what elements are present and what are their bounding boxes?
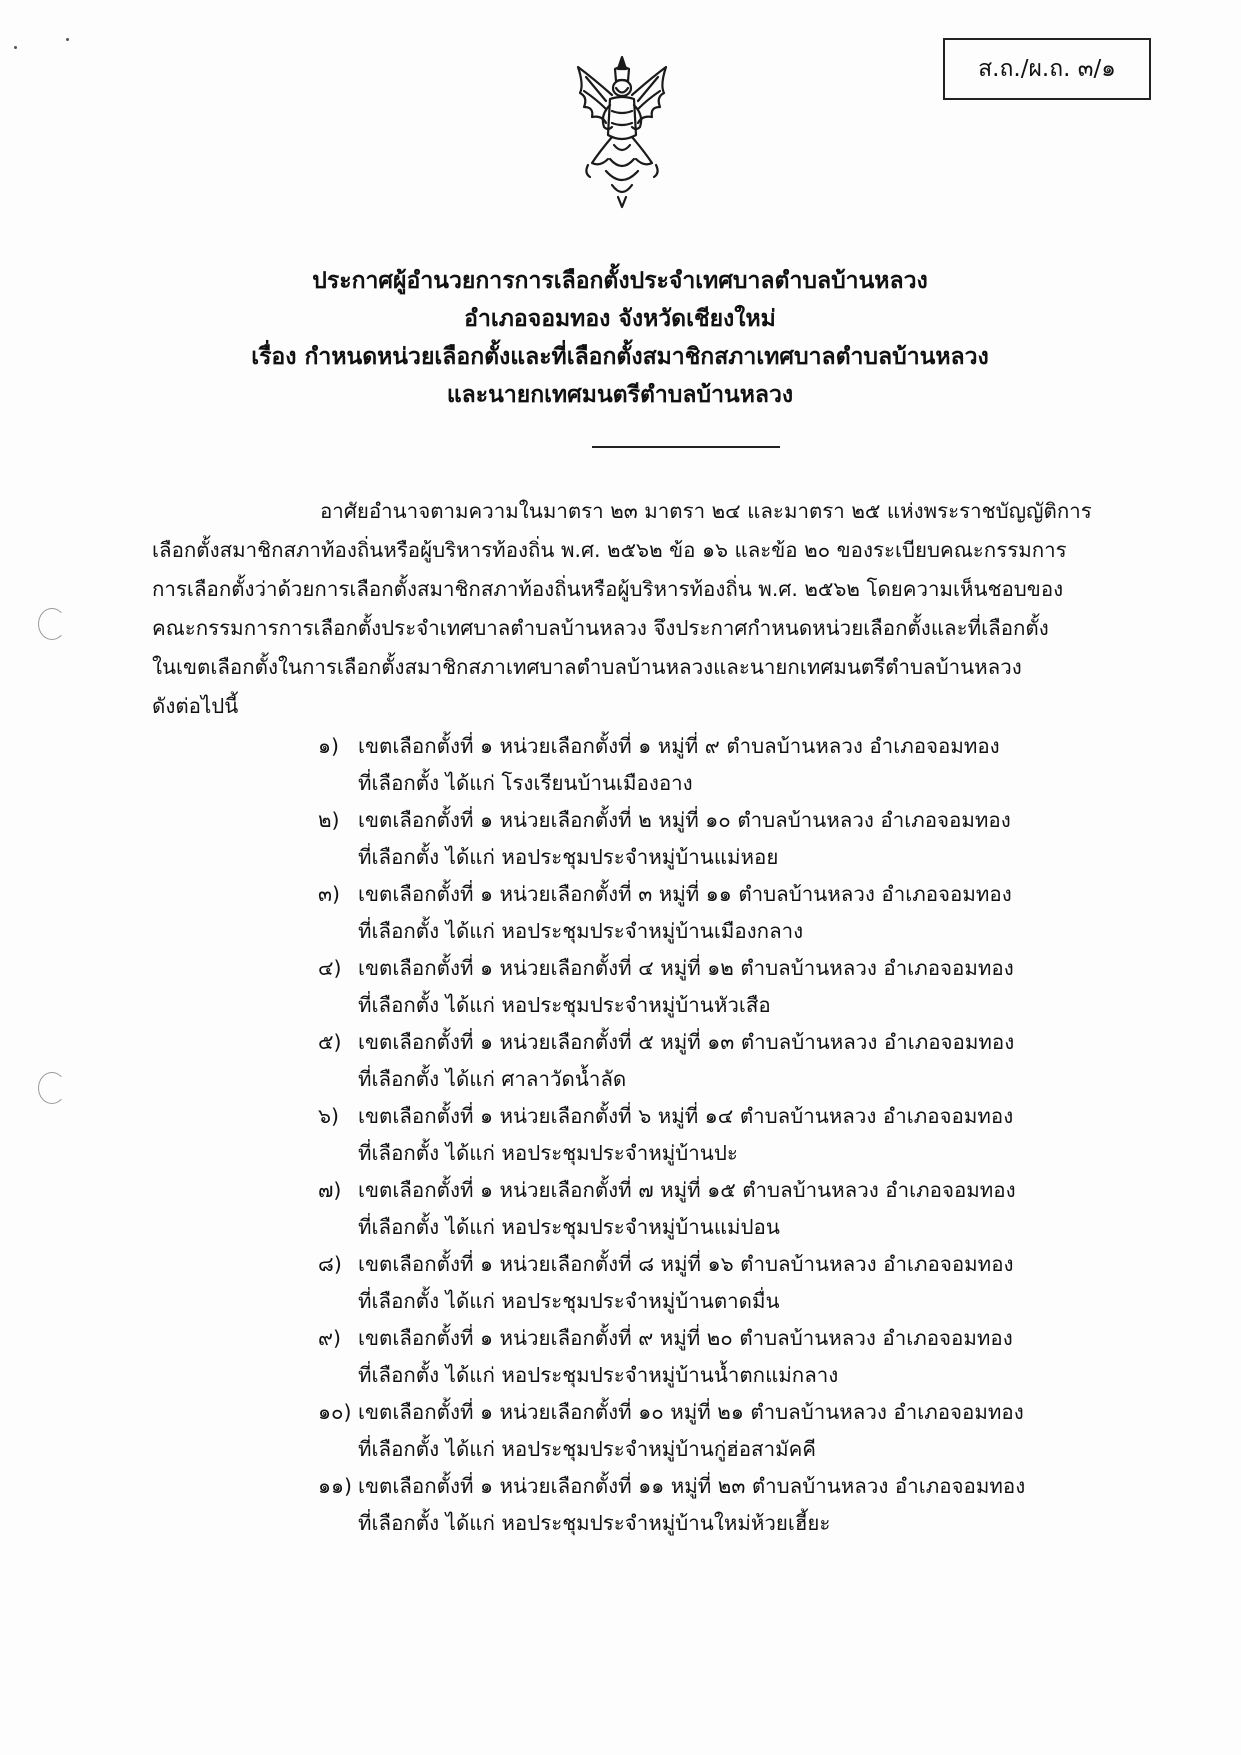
paragraph-line: เลือกตั้งสมาชิกสภาท้องถิ่นหรือผู้บริหารท้องถิ่น พ.ศ. ๒๕๖๒ ข้อ ๑๖ และข้อ ๒๐ ของระเบียบคณะกรรมการ (152, 538, 1067, 562)
garuda-emblem-icon (570, 55, 675, 210)
list-item (318, 1246, 1138, 1320)
heading-line: เรื่อง กำหนดหน่วยเลือกตั้งและที่เลือกตั้งสมาชิกสภาเทศบาลตำบลบ้านหลวง (251, 344, 989, 370)
list-item (318, 1320, 1138, 1394)
item-number: ๑๐) (318, 1400, 352, 1424)
item-unit: เขตเลือกตั้งที่ ๑ หน่วยเลือกตั้งที่ ๒ หมู่ที่ ๑๐ ตำบลบ้านหลวง อำเภอจอมทอง (358, 808, 1011, 832)
list-item (318, 728, 1138, 802)
item-location: ที่เลือกตั้ง ได้แก่ ศาลาวัดน้ำลัด (358, 1067, 627, 1091)
item-number: ๓) (318, 882, 341, 906)
item-unit: เขตเลือกตั้งที่ ๑ หน่วยเลือกตั้งที่ ๑ หมู่ที่ ๙ ตำบลบ้านหลวง อำเภอจอมทอง (358, 734, 1000, 758)
item-unit: เขตเลือกตั้งที่ ๑ หน่วยเลือกตั้งที่ ๗ หมู่ที่ ๑๕ ตำบลบ้านหลวง อำเภอจอมทอง (358, 1178, 1016, 1202)
item-location: ที่เลือกตั้ง ได้แก่ หอประชุมประจำหมู่บ้านแม่หอย (358, 845, 779, 869)
list-item (318, 1468, 1138, 1542)
heading-line: และนายกเทศมนตรีตำบลบ้านหลวง (446, 382, 794, 408)
paragraph-line: ในเขตเลือกตั้งในการเลือกตั้งสมาชิกสภาเทศบาลตำบลบ้านหลวงและนายกเทศมนตรีตำบลบ้านหลวง (152, 655, 1022, 679)
item-unit: เขตเลือกตั้งที่ ๑ หน่วยเลือกตั้งที่ ๙ หมู่ที่ ๒๐ ตำบลบ้านหลวง อำเภอจอมทอง (358, 1326, 1013, 1350)
list-item (318, 1024, 1138, 1098)
list-item (318, 802, 1138, 876)
item-number: ๖) (318, 1104, 340, 1128)
item-location: ที่เลือกตั้ง ได้แก่ หอประชุมประจำหมู่บ้านน้ำตกแม่กลาง (358, 1363, 839, 1387)
item-number: ๕) (318, 1030, 342, 1054)
paragraph-line: การเลือกตั้งว่าด้วยการเลือกตั้งสมาชิกสภาท้องถิ่นหรือผู้บริหารท้องถิ่น พ.ศ. ๒๕๖๒ โดยความเห็นชอบของ (152, 577, 1064, 601)
scan-speck (66, 38, 69, 41)
item-location: ที่เลือกตั้ง ได้แก่ หอประชุมประจำหมู่บ้านเมืองกลาง (358, 919, 804, 943)
announcement-heading (240, 262, 1000, 414)
item-unit: เขตเลือกตั้งที่ ๑ หน่วยเลือกตั้งที่ ๘ หมู่ที่ ๑๖ ตำบลบ้านหลวง อำเภอจอมทอง (358, 1252, 1014, 1276)
form-code: ส.ถ./ผ.ถ. ๓/๑ (978, 56, 1116, 82)
item-location: ที่เลือกตั้ง ได้แก่ หอประชุมประจำหมู่บ้านตาดมื่น (358, 1289, 780, 1313)
list-item (318, 1098, 1138, 1172)
heading-line: ประกาศผู้อำนวยการการเลือกตั้งประจำเทศบาลตำบลบ้านหลวง (312, 268, 928, 294)
list-item (318, 950, 1138, 1024)
paragraph-line: อาศัยอำนาจตามความในมาตรา ๒๓ มาตรา ๒๔ และมาตรา ๒๕ แห่งพระราชบัญญัติการ (320, 499, 1092, 523)
item-number: ๒) (318, 808, 340, 832)
scan-speck (14, 46, 17, 49)
list-item (318, 876, 1138, 950)
item-unit: เขตเลือกตั้งที่ ๑ หน่วยเลือกตั้งที่ ๑๐ หมู่ที่ ๒๑ ตำบลบ้านหลวง อำเภอจอมทอง (358, 1400, 1024, 1424)
punch-hole-mark (38, 1072, 66, 1104)
item-unit: เขตเลือกตั้งที่ ๑ หน่วยเลือกตั้งที่ ๑๑ หมู่ที่ ๒๓ ตำบลบ้านหลวง อำเภอจอมทอง (358, 1474, 1026, 1498)
item-number: ๑) (318, 734, 340, 758)
item-location: ที่เลือกตั้ง ได้แก่ หอประชุมประจำหมู่บ้านหัวเสือ (358, 993, 771, 1017)
item-number: ๘) (318, 1252, 342, 1276)
punch-hole-mark (38, 608, 66, 640)
list-item (318, 1394, 1138, 1468)
item-number: ๙) (318, 1326, 342, 1350)
item-location: ที่เลือกตั้ง ได้แก่ หอประชุมประจำหมู่บ้านใหม่ห้วยเฮี้ยะ (358, 1511, 831, 1535)
item-unit: เขตเลือกตั้งที่ ๑ หน่วยเลือกตั้งที่ ๖ หมู่ที่ ๑๔ ตำบลบ้านหลวง อำเภอจอมทอง (358, 1104, 1014, 1128)
item-location: ที่เลือกตั้ง ได้แก่ โรงเรียนบ้านเมืองอาง (358, 771, 693, 795)
heading-divider (592, 446, 780, 448)
heading-line: อำเภอจอมทอง จังหวัดเชียงใหม่ (464, 306, 776, 332)
item-number: ๗) (318, 1178, 342, 1202)
item-number: ๑๑) (318, 1474, 353, 1498)
polling-units-list (318, 728, 1138, 1542)
paragraph-line: คณะกรรมการการเลือกตั้งประจำเทศบาลตำบลบ้านหลวง จึงประกาศกำหนดหน่วยเลือกตั้งและที่เลือกตั้ง (152, 616, 1049, 640)
item-location: ที่เลือกตั้ง ได้แก่ หอประชุมประจำหมู่บ้านแม่ปอน (358, 1215, 780, 1239)
item-unit: เขตเลือกตั้งที่ ๑ หน่วยเลือกตั้งที่ ๕ หมู่ที่ ๑๓ ตำบลบ้านหลวง อำเภอจอมทอง (358, 1030, 1015, 1054)
form-code-box (943, 38, 1151, 100)
item-location: ที่เลือกตั้ง ได้แก่ หอประชุมประจำหมู่บ้านกู่ฮ่อสามัคคี (358, 1437, 817, 1461)
preamble-paragraph (152, 492, 1122, 726)
list-item (318, 1172, 1138, 1246)
item-unit: เขตเลือกตั้งที่ ๑ หน่วยเลือกตั้งที่ ๓ หมู่ที่ ๑๑ ตำบลบ้านหลวง อำเภอจอมทอง (358, 882, 1012, 906)
item-unit: เขตเลือกตั้งที่ ๑ หน่วยเลือกตั้งที่ ๔ หมู่ที่ ๑๒ ตำบลบ้านหลวง อำเภอจอมทอง (358, 956, 1014, 980)
paragraph-line: ดังต่อไปนี้ (152, 694, 239, 718)
item-number: ๔) (318, 956, 342, 980)
item-location: ที่เลือกตั้ง ได้แก่ หอประชุมประจำหมู่บ้านปะ (358, 1141, 738, 1165)
